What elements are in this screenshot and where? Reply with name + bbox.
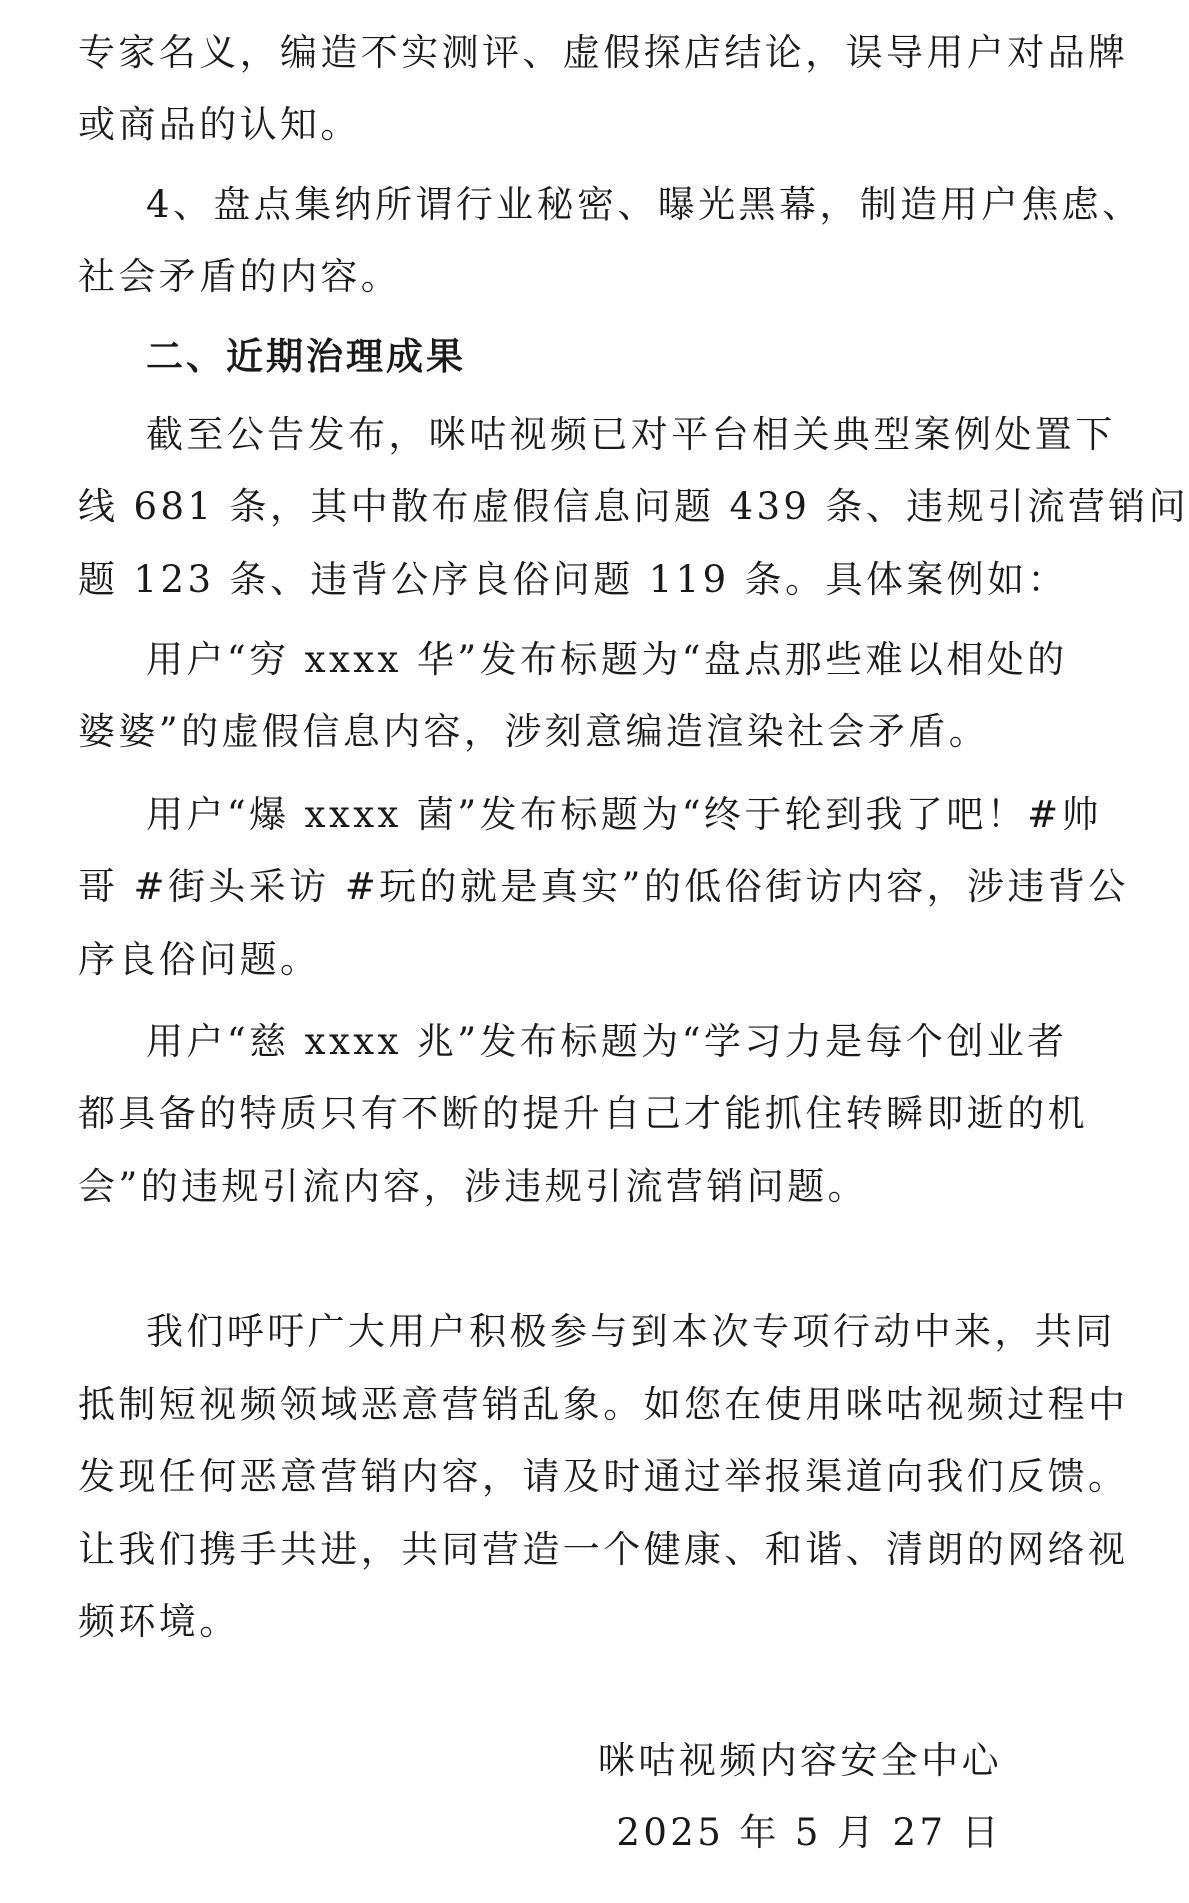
paragraph-case3-line-2: 都具备的特质只有不断的提升自己才能抓住转瞬即逝的机	[78, 1092, 1088, 1135]
paragraph-case2-line-3: 序良俗问题。	[78, 938, 321, 981]
paragraph-appeal-line-5: 频环境。	[78, 1600, 240, 1643]
paragraph-case2-line-2: 哥 #街头采访 #玩的就是真实”的低俗街访内容，涉违背公	[78, 865, 1129, 908]
paragraph-expert-line-2: 或商品的认知。	[78, 103, 361, 146]
paragraph-item4-line-2: 社会矛盾的内容。	[78, 255, 402, 298]
paragraph-expert-line-1: 专家名义，编造不实测评、虚假探店结论，误导用户对品牌	[78, 31, 1129, 74]
paragraph-case3-line-1: 用户“慈 xxxx 兆”发布标题为“学习力是每个创业者	[146, 1020, 1068, 1063]
section-heading-recent-results: 二、近期治理成果	[146, 335, 466, 378]
paragraph-results-line-3: 题 123 条、违背公序良俗问题 119 条。具体案例如：	[78, 558, 1068, 601]
paragraph-case3-line-3: 会”的违规引流内容，涉违规引流营销问题。	[78, 1165, 868, 1208]
paragraph-case1-line-1: 用户“穷 xxxx 华”发布标题为“盘点那些难以相处的	[146, 638, 1068, 681]
paragraph-case2-line-1: 用户“爆 xxxx 菌”发布标题为“终于轮到我了吧！#帅	[146, 793, 1102, 836]
paragraph-item4-line-1: 4、盘点集纳所谓行业秘密、曝光黑幕，制造用户焦虑、	[146, 183, 1143, 226]
paragraph-appeal-line-3: 发现任何恶意营销内容，请及时通过举报渠道向我们反馈。	[78, 1455, 1129, 1498]
signature-date: 2025 年 5 月 27 日	[616, 1811, 1002, 1854]
paragraph-appeal-line-2: 抵制短视频领域恶意营销乱象。如您在使用咪咕视频过程中	[78, 1383, 1129, 1426]
paragraph-results-line-2: 线 681 条，其中散布虚假信息问题 439 条、违规引流营销问	[78, 485, 1189, 528]
paragraph-appeal-line-4: 让我们携手共进，共同营造一个健康、和谐、清朗的网络视	[78, 1528, 1129, 1571]
signature-organization: 咪咕视频内容安全中心	[598, 1739, 1002, 1782]
paragraph-case1-line-2: 婆婆”的虚假信息内容，涉刻意编造渲染社会矛盾。	[78, 710, 990, 753]
paragraph-appeal-line-1: 我们呼吁广大用户积极参与到本次专项行动中来，共同	[146, 1310, 1116, 1353]
paragraph-results-line-1: 截至公告发布，咪咕视频已对平台相关典型案例处置下	[146, 413, 1116, 456]
